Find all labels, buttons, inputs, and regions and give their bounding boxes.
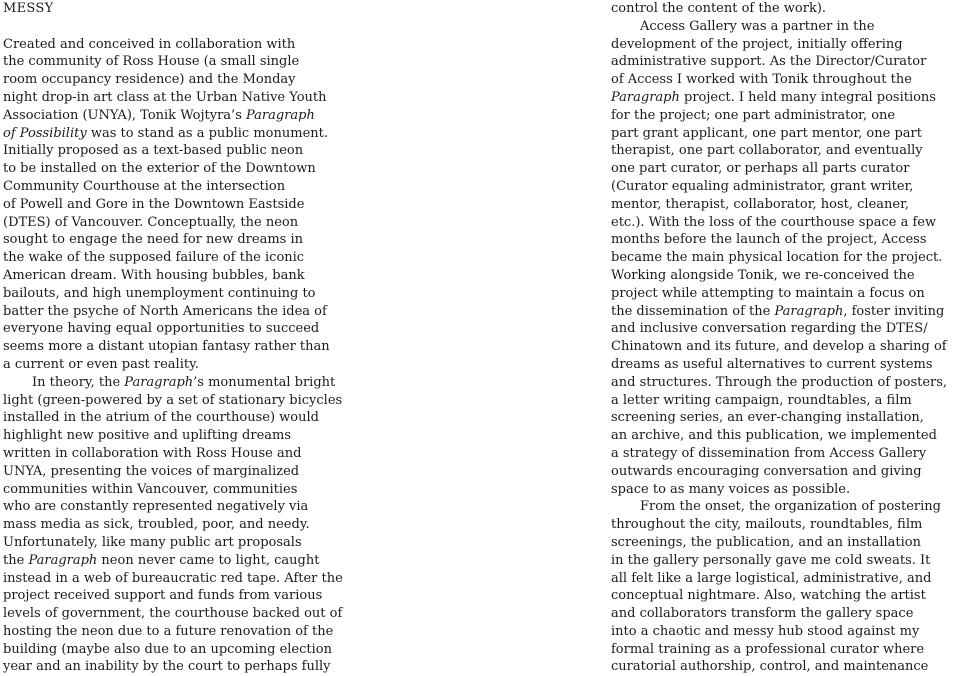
text-run: Unfortunately, like many public art proposals	[3, 534, 302, 550]
text-run: the dissemination of the	[611, 303, 775, 319]
text-run: and collaborators transform the gallery space	[611, 606, 914, 622]
text-line	[611, 534, 947, 552]
text-line	[611, 658, 947, 676]
text-run: levels of government, the courthouse backed out of	[3, 606, 343, 622]
text-run: outwards encouraging conversation and giving	[611, 463, 922, 479]
text-run: Access Gallery was a partner in the	[640, 18, 875, 34]
text-run: and inclusive conversation regarding the DTES/	[611, 321, 928, 337]
text-line	[3, 267, 343, 285]
text-run: control the content of the work).	[611, 1, 827, 16]
text-line	[611, 196, 947, 214]
text-line	[3, 303, 343, 321]
text-line	[611, 481, 947, 499]
text-run: dreams as useful alternatives to current systems	[611, 356, 933, 372]
text-run: sought to engage the need for new dreams in	[3, 232, 303, 248]
text-run: became the main physical location for the project.	[611, 250, 943, 266]
italic-text-run: Paragraph	[774, 303, 844, 319]
text-run: Created and conceived in collaboration with	[3, 36, 296, 52]
text-line	[3, 427, 343, 445]
text-line	[3, 125, 343, 143]
text-line	[3, 658, 343, 676]
text-run: of Powell and Gore in the Downtown Eastside	[3, 196, 305, 212]
text-run: room occupancy residence) and the Monday	[3, 72, 296, 88]
text-line	[611, 374, 947, 392]
italic-text-run: Paragraph	[28, 552, 98, 568]
text-line	[611, 516, 947, 534]
text-line	[611, 356, 947, 374]
text-run: the community of Ross House (a small single	[3, 54, 300, 70]
italic-text-run: of Possibility	[3, 125, 87, 141]
text-line	[3, 516, 343, 534]
text-line	[611, 249, 947, 267]
text-run: everyone having equal opportunities to succeed	[3, 321, 320, 337]
text-run: (DTES) of Vancouver. Conceptually, the neon	[3, 214, 299, 230]
text-line	[3, 36, 343, 54]
text-line	[611, 498, 947, 516]
text-line	[611, 303, 947, 321]
text-line	[611, 445, 947, 463]
text-run: development of the project, initially offering	[611, 36, 903, 52]
text-run: Initially proposed as a text-based public neon	[3, 143, 304, 159]
text-line	[611, 0, 947, 18]
text-run: screening series, an ever-changing installation,	[611, 410, 924, 426]
text-line	[3, 463, 343, 481]
text-run: UNYA, presenting the voices of marginalized	[3, 463, 300, 479]
text-line	[3, 356, 343, 374]
essay-title: MESSY	[3, 1, 54, 16]
text-run: part grant applicant, one part mentor, one part	[611, 125, 922, 141]
text-run: night drop-in art class at the Urban Native Youth	[3, 89, 327, 105]
text-run: an archive, and this publication, we implemented	[611, 428, 937, 444]
text-line	[3, 623, 343, 641]
text-run: a strategy of dissemination from Access Gallery	[611, 445, 927, 461]
text-line	[3, 605, 343, 623]
italic-text-run: Paragraph	[124, 374, 194, 390]
text-line	[3, 107, 343, 125]
text-run: written in collaboration with Ross House and	[3, 445, 302, 461]
text-run: bailouts, and high unemployment continuing to	[3, 285, 316, 301]
text-run: highlight new positive and uplifting dreams	[3, 428, 292, 444]
text-line	[3, 374, 343, 392]
text-run: curatorial authorship, control, and maintenance	[611, 659, 929, 675]
text-line	[611, 178, 947, 196]
text-line	[3, 214, 343, 232]
text-line	[3, 142, 343, 160]
text-line	[3, 641, 343, 659]
right-column-lines	[611, 0, 947, 676]
text-run: and structures. Through the production of posters,	[611, 374, 948, 390]
text-run: From the onset, the organization of postering	[640, 499, 941, 515]
text-run: In theory, the	[32, 374, 125, 390]
text-run: administrative support. As the Director/Curator	[611, 54, 927, 70]
text-line	[611, 53, 947, 71]
text-run: to be installed on the exterior of the Downtown	[3, 161, 316, 177]
text-run: , foster inviting	[843, 303, 945, 319]
text-line	[3, 231, 343, 249]
text-run: American dream. With housing bubbles, bank	[3, 267, 305, 283]
italic-text-run: Paragraph	[246, 107, 315, 123]
text-line	[611, 587, 947, 605]
text-line	[611, 427, 947, 445]
text-run: a current or even past reality.	[3, 356, 199, 372]
text-run: (Curator equaling administrator, grant writer,	[611, 178, 914, 194]
text-line	[3, 285, 343, 303]
text-line	[611, 107, 947, 125]
text-run: building (maybe also due to an upcoming election	[3, 641, 332, 657]
text-run: Working alongside Tonik, we re-conceived the	[611, 267, 915, 283]
text-line	[611, 267, 947, 285]
text-line	[611, 18, 947, 36]
text-run: space to as many voices as possible.	[611, 481, 851, 497]
text-run: in the gallery personally gave me cold sweats. It	[611, 552, 931, 568]
left-column-lines	[3, 36, 343, 676]
text-run: months before the launch of the project, Access	[611, 232, 927, 248]
title-spacer	[3, 18, 343, 36]
text-run: throughout the city, mailouts, roundtables, film	[611, 517, 923, 533]
text-run: of Access I worked with Tonik throughout the	[611, 72, 912, 88]
text-line	[3, 89, 343, 107]
text-line	[3, 570, 343, 588]
text-run: seems more a distant utopian fantasy rather than	[3, 339, 330, 355]
text-line	[611, 392, 947, 410]
text-line	[611, 409, 947, 427]
text-line	[3, 587, 343, 605]
text-line	[611, 36, 947, 54]
text-line	[3, 196, 343, 214]
text-run: all felt like a large logistical, administrative, and	[611, 570, 932, 586]
right-text-column	[611, 0, 947, 676]
text-line	[611, 570, 947, 588]
left-text-column	[3, 0, 343, 676]
text-run: ’s monumental bright	[193, 374, 336, 390]
text-line	[3, 53, 343, 71]
text-run: a letter writing campaign, roundtables, a film	[611, 392, 912, 408]
text-run: Community Courthouse at the intersection	[3, 178, 286, 194]
text-line	[3, 409, 343, 427]
text-run: Chinatown and its future, and develop a sharing of	[611, 339, 947, 355]
text-line	[611, 142, 947, 160]
text-line	[611, 338, 947, 356]
text-run: Association (UNYA), Tonik Wojtyra’s	[3, 107, 246, 123]
text-line	[3, 160, 343, 178]
text-line	[3, 534, 343, 552]
text-run: project. I held many integral positions	[679, 89, 936, 105]
text-line	[3, 71, 343, 89]
text-line	[611, 160, 947, 178]
text-line	[3, 481, 343, 499]
text-run: therapist, one part collaborator, and eventually	[611, 143, 923, 159]
text-line	[3, 338, 343, 356]
text-line	[3, 320, 343, 338]
italic-text-run: Paragraph	[611, 89, 680, 105]
text-line	[611, 71, 947, 89]
text-line	[3, 392, 343, 410]
text-run: the wake of the supposed failure of the iconic	[3, 250, 305, 266]
text-line	[3, 178, 343, 196]
text-line	[3, 249, 343, 267]
text-run: screenings, the publication, and an installation	[611, 534, 922, 550]
text-line	[611, 285, 947, 303]
text-run: communities within Vancouver, communities	[3, 481, 298, 497]
text-line	[3, 552, 343, 570]
text-run: installed in the atrium of the courthouse) would	[3, 410, 319, 426]
text-run: project while attempting to maintain a focus on	[611, 285, 925, 301]
text-line	[611, 320, 947, 338]
text-line	[611, 552, 947, 570]
text-line	[611, 641, 947, 659]
text-run: who are constantly represented negatively via	[3, 499, 309, 515]
text-line	[611, 605, 947, 623]
text-line	[3, 445, 343, 463]
text-run: one part curator, or perhaps all parts curator	[611, 161, 910, 177]
text-run: project received support and funds from various	[3, 588, 323, 604]
text-line	[611, 214, 947, 232]
text-run: mentor, therapist, collaborator, host, cleaner,	[611, 196, 910, 212]
text-run: the	[3, 552, 29, 568]
text-run: conceptual nightmare. Also, watching the artist	[611, 588, 926, 604]
text-run: light (green-powered by a set of stationary bicycles	[3, 392, 343, 408]
text-line	[3, 498, 343, 516]
text-run: for the project; one part administrator, one	[611, 107, 896, 123]
text-run: instead in a web of bureaucratic red tape. After the	[3, 570, 343, 586]
text-run: into a chaotic and messy hub stood against my	[611, 623, 920, 639]
text-run: mass media as sick, troubled, poor, and needy.	[3, 517, 310, 533]
text-line	[611, 89, 947, 107]
text-line	[611, 623, 947, 641]
text-run: batter the psyche of North Americans the idea of	[3, 303, 327, 319]
text-run: formal training as a professional curator where	[611, 641, 925, 657]
text-run: year and an inability by the court to perhaps fully	[3, 659, 331, 675]
text-run: hosting the neon due to a future renovation of the	[3, 623, 334, 639]
text-line	[611, 463, 947, 481]
text-run: etc.). With the loss of the courthouse space a few	[611, 214, 937, 230]
text-run: was to stand as a public monument.	[86, 125, 328, 141]
text-run: neon never came to light, caught	[97, 552, 320, 568]
text-line	[611, 231, 947, 249]
text-line	[611, 125, 947, 143]
